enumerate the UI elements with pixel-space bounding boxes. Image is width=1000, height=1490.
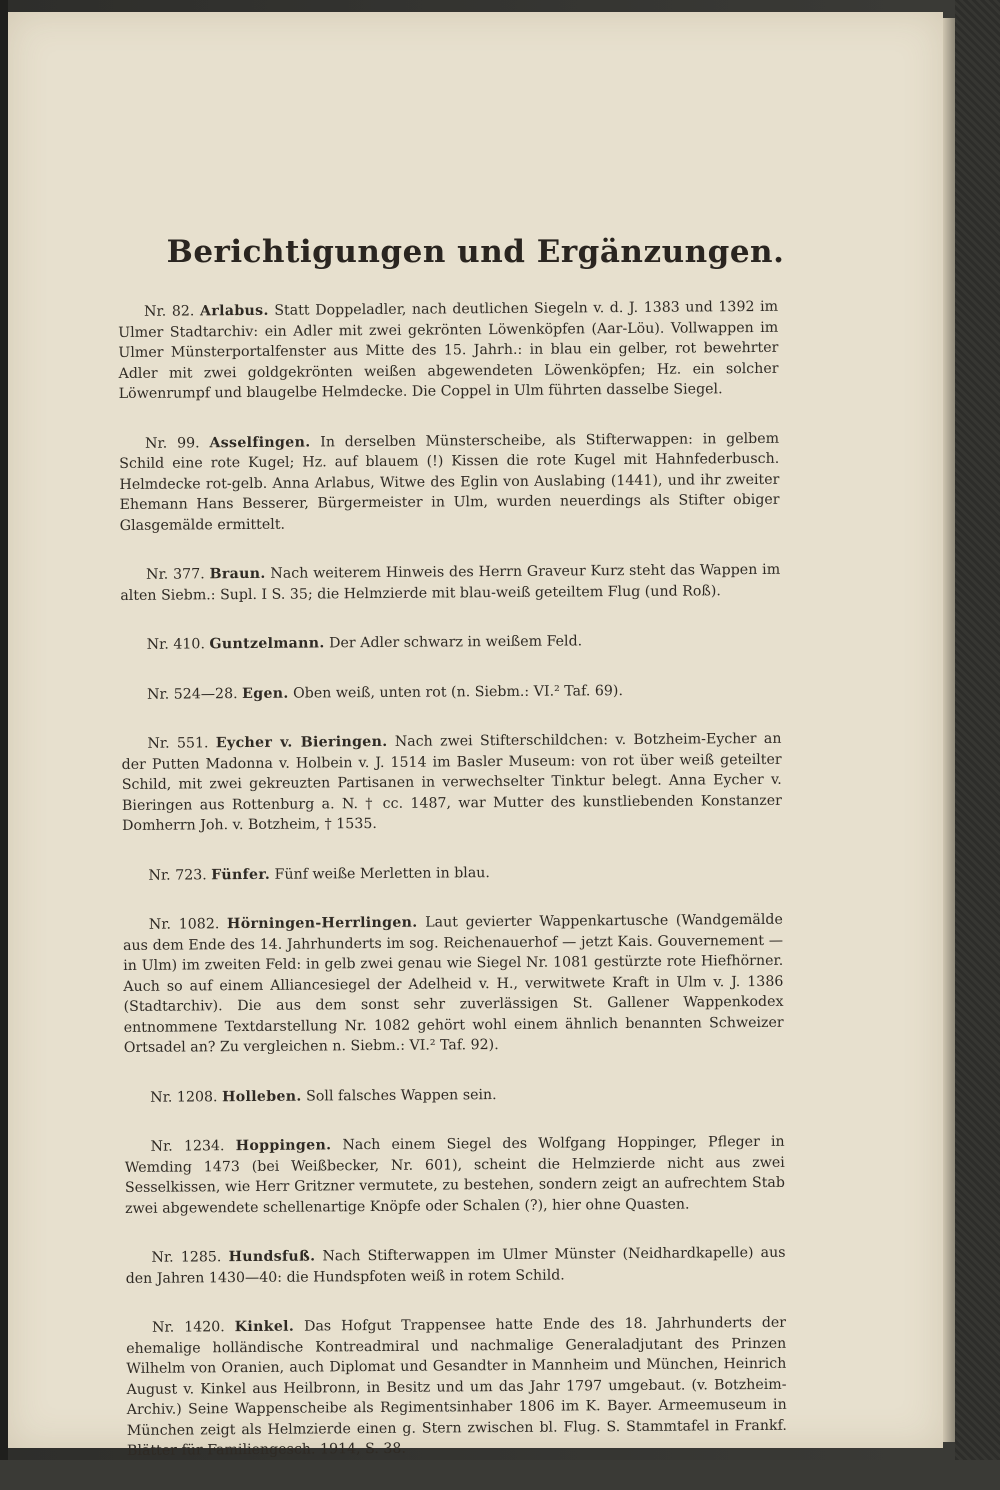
entry-number: Nr. 377. xyxy=(146,566,205,583)
entry-paragraph xyxy=(121,729,782,837)
page-title: Berichtigungen und Ergänzungen. xyxy=(166,234,785,270)
entry-text: In derselben Münsterscheibe, als Stifterwappen: in gelbem Schild eine rote Kugel; Hz. auf blauem (!) Kissen die rote Kugel mit Hahnfederbusch. Helmdecke rot-gelb. Anna Arlabus, Witwe des Eglin von Auslabing (1441), und ihr zweiter Ehemann Hans Besserer, Bürgermeister in Ulm, wurden neuerdings als Stifter obiger Glasgemälde ermittelt. xyxy=(119,430,780,534)
entry-number: Nr. 1285. xyxy=(151,1249,222,1266)
entry-paragraph xyxy=(125,1243,785,1289)
entry-number: Nr. 1082. xyxy=(148,916,220,933)
entry-number: Nr. 1208. xyxy=(150,1088,218,1106)
entry-family-name: Asselfingen. xyxy=(209,433,311,451)
entry-number: Nr. 410. xyxy=(146,636,206,653)
entry-family-name: Braun. xyxy=(209,565,266,583)
entry-paragraph xyxy=(120,560,780,606)
entry-family-name: Hörningen-Herrlingen. xyxy=(226,914,418,933)
entry-number: Nr. 82. xyxy=(144,303,195,320)
book-binding-right xyxy=(955,0,1000,1460)
entry-paragraph xyxy=(118,297,779,405)
entry-text: Nach zwei Stifterschildchen: v. Botzheim-Eycher an der Putten Madonna v. Holbein v. J. 1514 im Basler Museum: von rot über weiß geteilter Schild, mit zwei gekreuzten Partisanen in verwechselter Tinktur belegt. Anna Eycher v. Bieringen aus Rottenburg a. N. † cc. 1487, war Mutter des kunstliebenden Konstanzer Domherrn Joh. v. Botzheim, † 1535. xyxy=(121,730,782,834)
entry-text: Statt Doppeladler, nach deutlichen Siegeln v. d. J. 1383 und 1392 im Ulmer Stadtarchiv: ein Adler mit zwei gekrönten Löwenköpfen (Aar-Löu). Vollwappen im Ulmer Münsterportalfenster aus Mitte des 15. Jahrh.: in blau ein gelber, rot bewehrter Adler mit zwei goldgekrönten weißen abgewendeten Löwenköpfen; Hz. ein solcher Löwenrumpf und blaugelbe Helmdecke. Die Coppel in Ulm führten dasselbe Siegel. xyxy=(118,298,779,402)
entry-text: Soll falsches Wappen sein. xyxy=(306,1086,497,1105)
page-edge xyxy=(943,18,955,1442)
entry-family-name: Kinkel. xyxy=(234,1318,295,1336)
entry-text: Nach Stifterwappen im Ulmer Münster (Neidhardkapelle) aus den Jahren 1430—40: die Hundspfoten weiß in rotem Schild. xyxy=(125,1244,786,1287)
entry-family-name: Egen. xyxy=(242,685,289,702)
entry-family-name: Holleben. xyxy=(221,1088,302,1105)
entry-family-name: Arlabus. xyxy=(199,302,269,320)
entry-paragraph xyxy=(121,630,781,656)
entry-text: Nach einem Siegel des Wolfgang Hoppinger, Pfleger in Wemding 1473 (bei Weißbecker, Nr. 601), scheint die Helmzierde nicht aus zwei Sesselkissen, wie Herr Gritzner vermutete, zu bestehen, sondern zeigt an aufrechtem Stab zwei abgewendete schellenartige Knöpfe oder Schalen (?), hier ohne Quasten. xyxy=(124,1133,786,1217)
book-page xyxy=(8,12,943,1459)
entry-number: Nr. 551. xyxy=(147,735,209,752)
entry-text: Oben weiß, unten rot (n. Siebm.: VI.² Taf. 69). xyxy=(293,682,623,702)
entry-paragraph xyxy=(124,1082,784,1108)
entry-number: Nr. 524—28. xyxy=(147,685,238,703)
entry-paragraph xyxy=(125,1132,786,1219)
entry-number: Nr. 1234. xyxy=(150,1138,225,1155)
entry-family-name: Hoppingen. xyxy=(235,1137,332,1155)
entry-text: Nach weiterem Hinweis des Herrn Graveur Kurz steht das Wappen im alten Siebm.: Supl. I S. 35; die Helmzierde mit blau-weiß geteiltem Flug (und Roß). xyxy=(120,561,781,604)
entry-number: Nr. 1420. xyxy=(151,1319,225,1336)
entry-text: Das Hofgut Trappensee hatte Ende des 18. Jahrhunderts der ehemalige holländische Kontreadmiral und nachmalige Generaladjutant des Prinzen Wilhelm von Oranien, auch Diplomat und Gesandter in Mannheim und München, Heinrich August v. Kinkel aus Heilbronn, in Besitz und um das Jahr 1797 umgebaut. (v. Botzheim-Archiv.) Seine Wappenscheibe als Regimentsinhaber 1806 im K. Bayer. Armeemuseum in München zeigt als Helmzierde einen g. Stern zwischen bl. Flug. S. Stammtafel in Frankf. Blätter für Familiengesch. 1914, S. 38. xyxy=(126,1314,787,1459)
entry-number: Nr. 723. xyxy=(148,866,207,884)
entry-paragraph xyxy=(123,910,784,1059)
entry-text: Laut gevierter Wappenkartusche (Wandgemälde aus dem Ende des 14. Jahrhunderts im sog. Reichenauerhof — jetzt Kais. Gouvernement — in Ulm) im zweiten Feld: in gelb zwei genau wie Siegel Nr. 1081 gestürzte rote Hiefhörner. Auch so auf einem Alliancesiegel der Adelheid v. H., verwitwete Kraft in Ulm v. J. 1386 (Stadtarchiv). Die aus dem sonst sehr zuverlässigen St. Gallener Wappenkodex entnommene Textdarstellung Nr. 1082 gehört wohl einem ähnlich benannten Schweizer Ortsadel an? Zu vergleichen n. Siebm.: VI.² Taf. 92). xyxy=(122,911,784,1056)
entry-family-name: Hundsfuß. xyxy=(228,1248,316,1266)
entry-paragraph xyxy=(122,860,782,886)
entry-list xyxy=(118,297,787,1490)
entry-paragraph xyxy=(119,428,780,536)
entry-text: Der Adler schwarz in weißem Feld. xyxy=(329,633,583,652)
entry-family-name: Fünfer. xyxy=(211,866,271,883)
entry-paragraph xyxy=(121,679,781,705)
entry-text: Fünf weiße Merletten in blau. xyxy=(274,864,490,883)
entry-family-name: Eycher v. Bieringen. xyxy=(215,733,388,752)
book-binding-left xyxy=(0,0,8,1460)
entry-family-name: Guntzelmann. xyxy=(209,635,325,653)
entry-paragraph xyxy=(126,1313,787,1462)
entry-number: Nr. 99. xyxy=(145,434,200,452)
